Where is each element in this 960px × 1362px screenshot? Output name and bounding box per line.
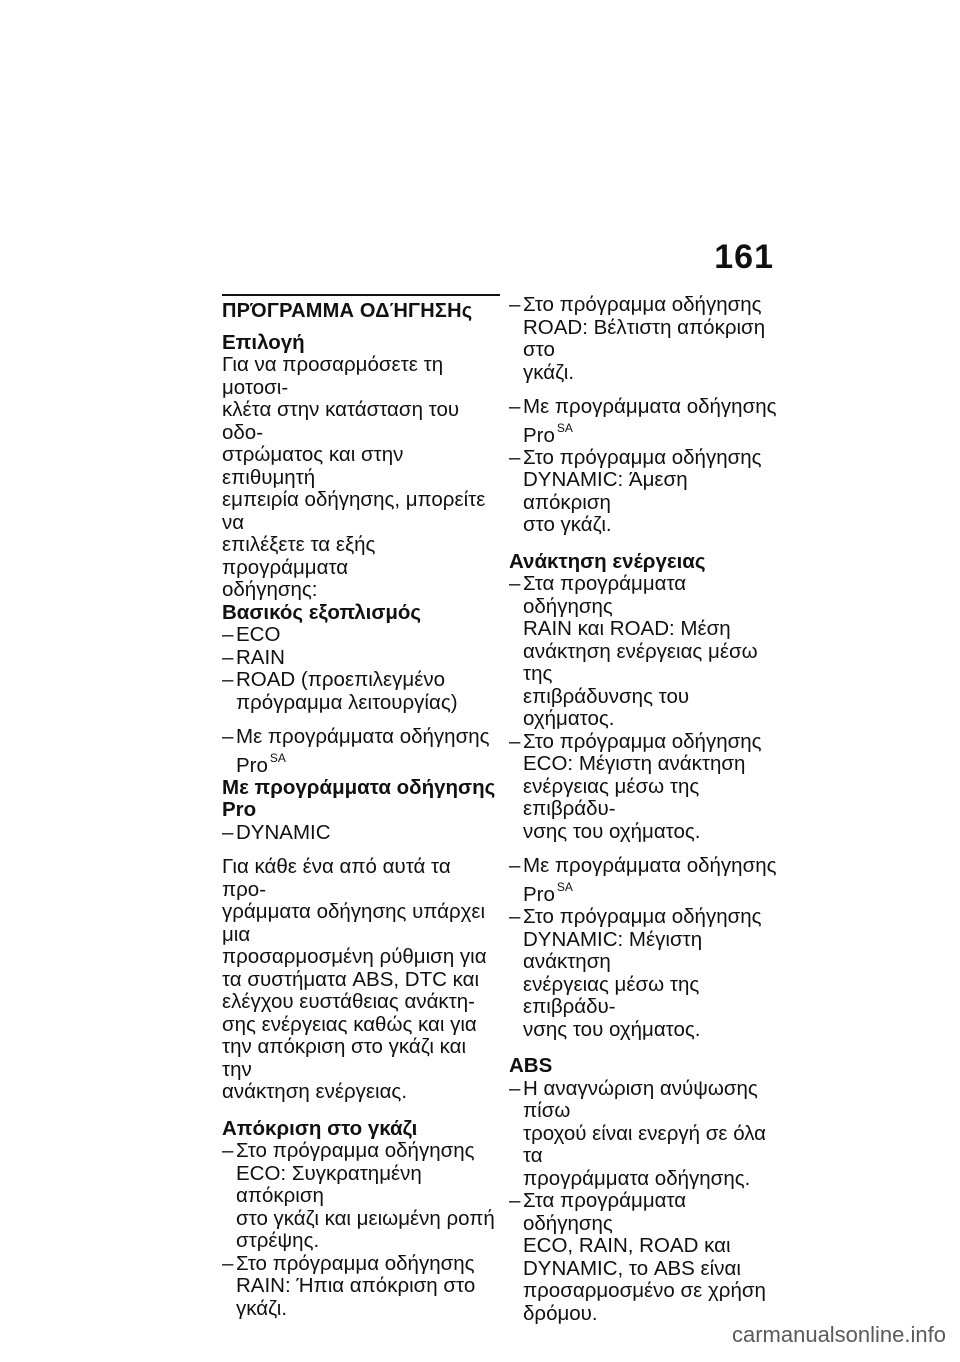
list-item-text: – Με προγράμματα οδήγησης [236, 725, 490, 748]
list-item-text: προσαρμοσμένο σε χρήση [523, 1279, 766, 1303]
list-item-text: – Με προγράμματα οδήγησης [523, 854, 777, 878]
list-item [509, 906, 781, 1041]
text-line: Για κάθε ένα από αυτά τα προ- [222, 855, 451, 901]
list-item-text: – Η αναγνώριση ανύψωσης πίσω [523, 1076, 758, 1123]
text-line: οδήγησης: [222, 578, 318, 601]
recovery-list [509, 573, 781, 1041]
heading-line: Pro [222, 798, 257, 822]
list-item-text: επιβράδυνσης του οχήματος. [523, 684, 690, 731]
list-item-text: – ROAD (προεπιλεγμένο [236, 668, 446, 691]
list-item [509, 573, 781, 731]
list-item-text: στρέψης. [236, 1229, 320, 1253]
list-item [222, 1253, 500, 1321]
pro-paragraph [222, 856, 500, 1104]
list-item-text: DYNAMIC: Άμεση απόκριση [523, 468, 688, 514]
text-line: Για να προσαρμόσετε τη μοτοσι- [222, 353, 444, 399]
pro-list [222, 822, 500, 845]
list-item-text: – Στα προγράμματα οδήγησης [523, 1189, 687, 1235]
list-item-text: ECO: Μέγιστη ανάκτηση [523, 752, 746, 776]
list-item [509, 1190, 781, 1325]
intro-paragraph [222, 354, 500, 602]
list-item-text: τροχού είναι ενεργή σε όλα τα [523, 1121, 766, 1168]
list-item-text: DYNAMIC: Μέγιστη ανάκτηση [523, 927, 703, 974]
throttle-list-continued [509, 294, 781, 537]
list-item-text: – Στο πρόγραμμα οδήγησης [236, 1251, 475, 1275]
basic-list [222, 624, 500, 777]
list-item [509, 294, 781, 384]
list-item-text: DYNAMIC, το ABS είναι [523, 1256, 741, 1280]
list-item [222, 624, 500, 647]
section-title: ΠΡΌΓΡΑΜΜΑ ΟΔΉΓΗΣΗς [222, 294, 500, 323]
list-item-text: ενέργειας μέσω της επιβράδυ- [523, 972, 700, 1019]
list-item-text: στο γκάζι. [523, 513, 612, 537]
list-item-text: – Στα προγράμματα οδήγησης [523, 572, 687, 618]
text-line: ανάκτηση ενέργειας. [222, 1080, 408, 1104]
heading-basic-equipment: Βασικός εξοπλισμός [222, 600, 422, 624]
text-line: την απόκριση στο γκάζι και την [222, 1035, 467, 1081]
sa-superscript: SA [269, 750, 286, 765]
text-line: σης ενέργειας καθώς και για [222, 1012, 477, 1036]
list-item [509, 396, 781, 447]
list-item-text: ανάκτηση ενέργειας μέσω της [523, 639, 758, 686]
list-item-text: – Στο πρόγραμμα οδήγησης [523, 905, 762, 929]
list-item [222, 669, 500, 714]
list-item-text: νσης του οχήματος. [523, 1017, 701, 1041]
list-item-text: – Στο πρόγραμμα οδήγησης [236, 1139, 475, 1163]
heading-throttle-response: Απόκριση στο γκάζι [222, 1116, 418, 1140]
list-item-text: ECO, RAIN, ROAD και [523, 1234, 731, 1258]
list-item-text: – Στο πρόγραμμα οδήγησης [523, 729, 762, 753]
text-line: στρώματος και στην επιθυμητή [222, 443, 404, 489]
list-item-text: προγράμματα οδήγησης. [523, 1166, 751, 1190]
watermark: carmanualsonline.info [731, 1322, 946, 1347]
heading-line: Με προγράμματα οδήγησης [222, 775, 496, 799]
text-line: κλέτα στην κατάσταση του οδο- [222, 398, 460, 444]
list-item-text: δρόμου. [523, 1301, 598, 1325]
text-line: ελέγχου ευστάθειας ανάκτη- [222, 990, 476, 1014]
list-item [509, 1078, 781, 1191]
right-column [509, 294, 781, 1325]
pro-label: Pro [523, 423, 555, 447]
text-line: τα συστήματα ABS, DTC και [222, 967, 480, 991]
list-item-text [523, 419, 781, 447]
list-item [222, 1140, 500, 1253]
list-item-text [236, 749, 500, 777]
sa-superscript: SA [556, 879, 573, 894]
text-line: εμπειρία οδήγησης, μπορείτε να [222, 488, 486, 534]
sa-superscript: SA [556, 420, 573, 435]
heading-epilogi: Επιλογή [222, 330, 305, 354]
heading-pro [222, 777, 500, 822]
list-item [222, 822, 500, 845]
left-column [222, 294, 500, 1320]
list-item-text: ενέργειας μέσω της επιβράδυ- [523, 774, 700, 821]
throttle-list [222, 1140, 500, 1320]
list-item-text: RAIN [236, 645, 285, 669]
list-item-text: γκάζι. [523, 360, 575, 384]
list-item-text [523, 878, 781, 906]
text-line: γράμματα οδήγησης υπάρχει μια [222, 900, 486, 946]
list-item-text: στο γκάζι και μειωμένη ροπή [236, 1206, 495, 1230]
list-item-text: – Στο πρόγραμμα οδήγησης [523, 445, 762, 469]
text-line: επιλέξετε τα εξής προγράμματα [222, 533, 376, 579]
abs-list [509, 1078, 781, 1326]
list-item-text: – Στο πρόγραμμα οδήγησης [523, 293, 762, 316]
list-item [509, 731, 781, 844]
page-number: 161 [714, 238, 774, 276]
list-item [509, 447, 781, 537]
list-item [222, 726, 500, 777]
list-item-text: – Με προγράμματα οδήγησης [523, 395, 777, 418]
list-item-text: RAIN και ROAD: Μέση [523, 617, 731, 641]
list-item [509, 855, 781, 906]
list-item-text: RAIN: Ήπια απόκριση στο γκάζι. [236, 1274, 476, 1320]
heading-energy-recovery: Ανάκτηση ενέργειας [509, 549, 706, 573]
list-item-text: πρόγραμμα λειτουργίας) [236, 690, 458, 714]
list-item-text: DYNAMIC [236, 820, 331, 844]
list-item-text: ROAD: Βέλτιστη απόκριση στο [523, 315, 766, 361]
pro-label: Pro [236, 753, 268, 777]
pro-label: Pro [523, 882, 555, 906]
text-line: προσαρμοσμένη ρύθμιση για [222, 945, 487, 969]
list-item-text: ECO: Συγκρατημένη απόκριση [236, 1161, 422, 1208]
list-item-text: νσης του οχήματος. [523, 819, 701, 843]
list-item [222, 647, 500, 670]
heading-abs: ABS [509, 1054, 553, 1078]
list-item-text: ECO [236, 623, 281, 646]
